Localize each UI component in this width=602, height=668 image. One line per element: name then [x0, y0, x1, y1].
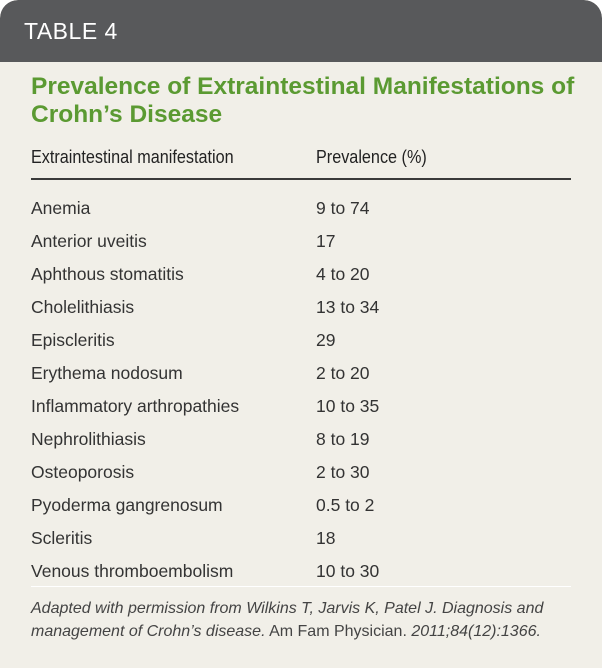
data-table — [31, 143, 571, 588]
manifestation-cell: Pyoderma gangrenosum — [31, 495, 223, 515]
table-row — [31, 225, 571, 258]
table-head — [31, 143, 571, 180]
table-row — [31, 357, 571, 390]
table-row — [31, 291, 571, 324]
table-row — [31, 258, 571, 291]
table-title: Prevalence of Extraintestinal Manifestations of Crohn’s Disease — [31, 73, 575, 128]
prevalence-cell: 4 to 20 — [316, 264, 370, 284]
column-header-prevalence: Prevalence (%) — [316, 147, 427, 167]
table-header-bar — [0, 0, 602, 62]
manifestation-cell: Osteoporosis — [31, 462, 135, 482]
source-citation — [31, 597, 581, 643]
manifestation-cell: Aphthous stomatitis — [31, 264, 184, 284]
prevalence-cell: 0.5 to 2 — [316, 495, 375, 515]
table-body — [31, 180, 571, 588]
table-row — [31, 192, 571, 225]
manifestation-cell: Erythema nodosum — [31, 363, 183, 383]
citation-reference: 2011;84(12):1366. — [411, 623, 541, 640]
citation-journal: Am Fam Physician. — [265, 623, 412, 640]
prevalence-cell: 9 to 74 — [316, 198, 370, 218]
citation-text: Adapted with permission from Wilkins T, Jarvis K, Patel J. Diagnosis and management of Crohn’s disease. — [31, 600, 544, 640]
column-header-manifestation: Extraintestinal manifestation — [31, 147, 234, 167]
table-row — [31, 423, 571, 456]
manifestation-cell: Venous thromboembolism — [31, 561, 234, 581]
manifestation-cell: Inflammatory arthropathies — [31, 396, 240, 416]
table-row — [31, 555, 571, 588]
table-number-label: TABLE 4 — [24, 17, 118, 44]
manifestation-cell: Episcleritis — [31, 330, 115, 350]
manifestation-cell: Anemia — [31, 198, 91, 218]
manifestation-cell: Anterior uveitis — [31, 231, 147, 251]
manifestation-cell: Nephrolithiasis — [31, 429, 146, 449]
table-row — [31, 456, 571, 489]
manifestation-cell: Cholelithiasis — [31, 297, 135, 317]
prevalence-cell: 2 to 30 — [316, 462, 370, 482]
table-row — [31, 324, 571, 357]
prevalence-cell: 18 — [316, 528, 336, 548]
table-row — [31, 489, 571, 522]
prevalence-cell: 2 to 20 — [316, 363, 370, 383]
prevalence-cell: 8 to 19 — [316, 429, 370, 449]
prevalence-cell: 17 — [316, 231, 336, 251]
footer-divider — [31, 586, 571, 587]
prevalence-cell: 29 — [316, 330, 336, 350]
prevalence-cell: 10 to 35 — [316, 396, 380, 416]
prevalence-cell: 10 to 30 — [316, 561, 380, 581]
manifestation-cell: Scleritis — [31, 528, 93, 548]
table-row — [31, 390, 571, 423]
table-row — [31, 522, 571, 555]
prevalence-cell: 13 to 34 — [316, 297, 380, 317]
